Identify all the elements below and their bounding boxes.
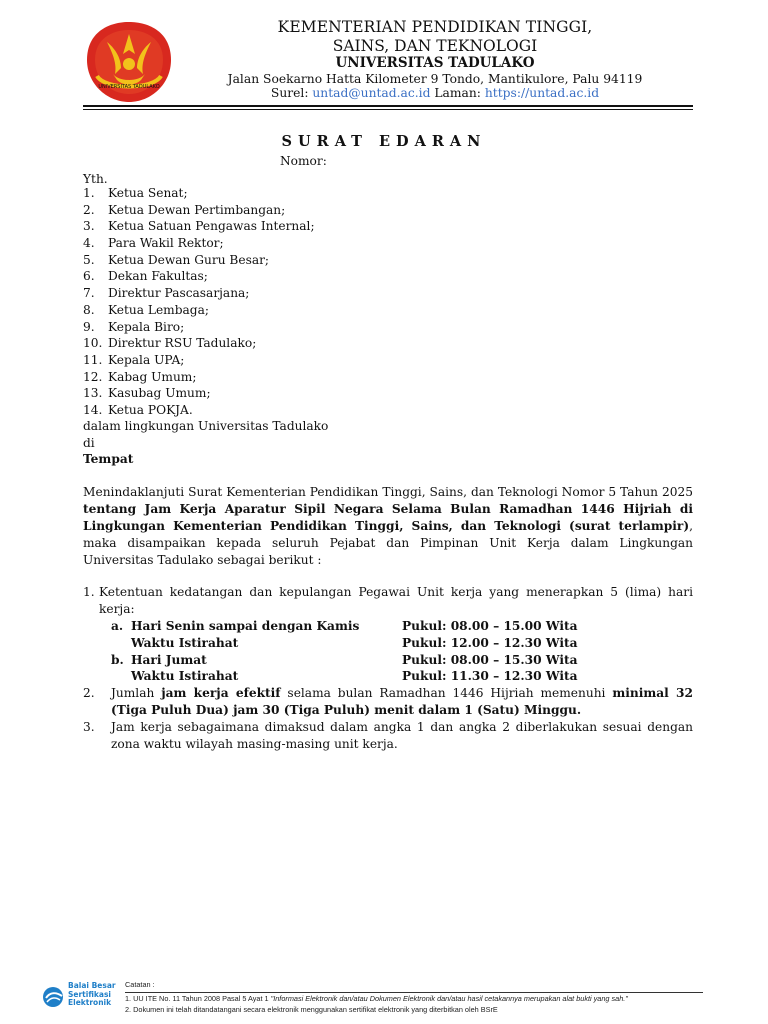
recipient-item — [83, 218, 315, 235]
schedule-letter: a. — [111, 618, 124, 633]
recipient-item — [83, 268, 315, 285]
footer-catatan: Catatan : — [125, 980, 155, 989]
lingkungan-line: dalam lingkungan Universitas Tadulako — [83, 419, 329, 433]
point-text: Ketentuan kedatangan dan kepulangan Pegawai Unit kerja yang menerapkan 5 (lima) hari kerja: — [99, 585, 693, 616]
recipient-text: Dekan Fakultas; — [108, 269, 208, 284]
points-list — [83, 584, 693, 753]
bsre-line: Balai Besar — [68, 981, 116, 990]
point-text: selama bulan Ramadhan 1446 Hijriah memenuhi — [280, 686, 613, 701]
point-3 — [83, 719, 693, 753]
recipient-number: 8. — [83, 302, 95, 317]
recipient-item — [83, 185, 315, 202]
bsre-line: Sertifikasi — [68, 989, 111, 999]
recipient-text: Kepala Biro; — [108, 319, 185, 334]
recipient-number: 3. — [83, 219, 95, 234]
schedule-label: Waktu Istirahat — [131, 635, 239, 650]
footer-separator — [125, 992, 703, 993]
contact-line — [200, 86, 670, 100]
schedule-value: Pukul: 08.00 – 15.00 Wita — [402, 618, 578, 633]
footer-note-text: 1. UU ITE No. 11 Tahun 2008 Pasal 5 Ayat 1 — [125, 994, 271, 1003]
recipient-item — [83, 352, 315, 369]
schedule-value: Pukul: 11.30 – 12.30 Wita — [402, 669, 578, 684]
schedule-label: Hari Jumat — [131, 652, 207, 667]
recipient-text: Direktur Pascasarjana; — [108, 286, 250, 301]
ministry-line1: KEMENTERIAN PENDIDIKAN TINGGI, — [277, 18, 593, 36]
schedule-label: Waktu Istirahat — [131, 669, 239, 684]
recipient-item — [83, 385, 315, 402]
schedule-row — [111, 668, 693, 685]
recipient-text: Direktur RSU Tadulako; — [108, 336, 257, 351]
recipient-list — [83, 185, 315, 419]
recipient-number: 2. — [83, 202, 95, 217]
bsre-text — [68, 982, 116, 1008]
recipient-number: 11. — [83, 352, 103, 367]
point-text-bold: jam kerja efektif — [161, 686, 281, 701]
ministry-line2: SAINS, DAN TEKNOLOGI — [332, 37, 538, 55]
website-link[interactable]: https://untad.ac.id — [484, 86, 600, 100]
recipient-number: 12. — [83, 369, 103, 384]
recipient-item — [83, 335, 315, 352]
bsre-line: Elektronik — [68, 998, 112, 1007]
point-text: Jumlah — [111, 686, 162, 701]
email-link[interactable]: untad@untad.ac.id — [312, 86, 431, 100]
recipient-item — [83, 235, 315, 252]
recipient-text: Ketua Dewan Pertimbangan; — [108, 202, 286, 217]
recipient-text: Para Wakil Rektor; — [108, 236, 224, 251]
yth-label: Yth. — [83, 172, 108, 186]
recipient-item — [83, 402, 315, 419]
point-number: 3. — [83, 720, 95, 735]
recipient-text: Ketua Lembaga; — [108, 302, 209, 317]
footer-note-1 — [125, 994, 628, 1003]
surel-label: Surel: — [270, 86, 313, 100]
schedule-row — [111, 618, 693, 635]
intro-text-bold: tentang Jam Kerja Aparatur Sipil Negara Selama Bulan Ramadhan 1446 Hijriah di Lingkungan Kementerian Pendidikan Tinggi, Sains, dan Teknologi (surat terlampir) — [83, 501, 693, 533]
point-text: Jam kerja sebagaimana dimaksud dalam angka 1 dan angka 2 diberlakukan sesuai dengan zona waktu wilayah masing-masing unit kerja. — [111, 720, 693, 752]
point-number: 1. — [83, 585, 95, 599]
schedule-letter: b. — [111, 652, 124, 667]
recipient-number: 4. — [83, 236, 95, 251]
recipient-item — [83, 285, 315, 302]
recipient-number: 7. — [83, 286, 95, 301]
schedule-label: Hari Senin sampai dengan Kamis — [131, 618, 360, 633]
recipient-number: 1. — [83, 186, 95, 200]
recipient-text: Ketua Dewan Guru Besar; — [108, 252, 270, 267]
address: Jalan Soekarno Hatta Kilometer 9 Tondo, Mantikulore, Palu 94119 — [227, 72, 643, 86]
recipient-item — [83, 319, 315, 336]
laman-label: Laman: — [430, 86, 485, 100]
recipient-item — [83, 302, 315, 319]
recipient-number: 5. — [83, 252, 95, 267]
point-2 — [83, 685, 693, 719]
recipient-text: Kabag Umum; — [108, 369, 197, 384]
intro-text-2: , maka disampaikan kepada seluruh Pejabat dan Pimpinan Unit Kerja dalam Lingkungan Universitas Tadulako sebagai berikut : — [83, 518, 693, 567]
recipient-number: 10. — [83, 336, 103, 351]
recipient-item — [83, 252, 315, 269]
point-1 — [83, 584, 693, 618]
tempat-line: Tempat — [83, 452, 134, 466]
logo-text: UNIVERSITAS TADULAKO — [98, 84, 160, 90]
intro-paragraph — [83, 484, 693, 569]
recipient-text: Ketua Satuan Pengawas Internal; — [108, 219, 315, 234]
recipient-item — [83, 369, 315, 386]
schedule-value: Pukul: 12.00 – 12.30 Wita — [402, 635, 578, 650]
header-rule-thin — [83, 109, 693, 110]
di-line: di — [83, 436, 95, 450]
university-logo — [83, 20, 175, 104]
footer-note-quote: "Informasi Elektronik dan/atau Dokumen Elektronik dan/atau hasil cetakannya merupakan alat bukti yang sah." — [270, 994, 628, 1003]
recipient-text: Ketua Senat; — [108, 186, 188, 200]
schedule-row — [111, 635, 693, 652]
schedule-table — [111, 618, 693, 686]
bsre-logo-icon — [40, 984, 68, 1008]
header-rule-thick — [83, 105, 693, 107]
university-name: UNIVERSITAS TADULAKO — [335, 55, 535, 71]
letter-number: Nomor: — [280, 154, 327, 168]
recipient-text: Kepala UPA; — [108, 352, 185, 367]
schedule-value: Pukul: 08.00 – 15.30 Wita — [402, 652, 578, 667]
intro-text-1: Menindaklanjuti Surat Kementerian Pendidikan Tinggi, Sains, dan Teknologi Nomor 5 Tahun 2025 — [83, 485, 693, 499]
schedule-row — [111, 652, 693, 669]
footer-note-2: 2. Dokumen ini telah ditandatangani secara elektronik menggunakan sertifikat elektronik yang diterbitkan oleh BSrE — [125, 1005, 498, 1014]
point-text-bold: minimal 32 (Tiga Puluh Dua) jam 30 (Tiga Puluh) menit dalam 1 (Satu) Minggu. — [111, 686, 693, 718]
letter-title: SURAT EDARAN — [281, 133, 487, 150]
point-number: 2. — [83, 686, 95, 701]
recipient-text: Ketua POKJA. — [108, 402, 193, 417]
recipient-number: 6. — [83, 269, 95, 284]
recipient-number: 13. — [83, 386, 103, 401]
recipient-number: 14. — [83, 402, 103, 417]
recipient-text: Kasubag Umum; — [108, 386, 211, 401]
recipient-item — [83, 202, 315, 219]
recipient-number: 9. — [83, 319, 95, 334]
